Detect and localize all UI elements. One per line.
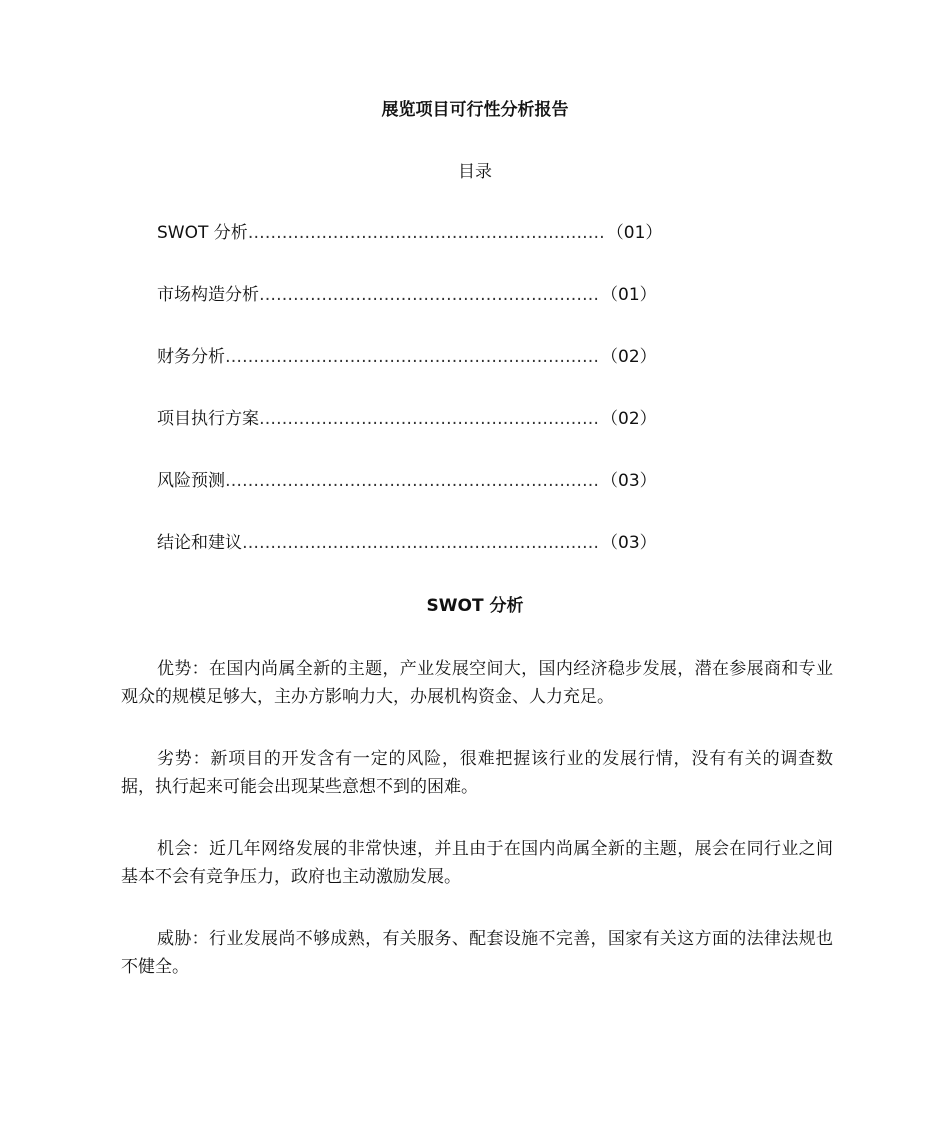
paragraph-weaknesses: 劣势：新项目的开发含有一定的风险，很难把握该行业的发展行情，没有有关的调查数据，执行起来可能会出现某些意想不到的困难。 [121, 749, 833, 797]
toc-leader-dots: ………………………………………………………… [225, 347, 599, 367]
toc-page-number: （02） [601, 409, 657, 429]
toc-entry-label: 结论和建议 [157, 533, 242, 553]
toc-leader-dots: ……………………………………………………… [247, 223, 605, 243]
toc-heading: 目录 [458, 162, 492, 182]
toc-entry-label: SWOT 分析 [157, 223, 248, 243]
toc-page-number: （02） [601, 347, 657, 367]
table-of-contents [157, 219, 663, 591]
toc-page-number: （01） [606, 223, 663, 243]
section-title-swot: SWOT 分析 [426, 596, 524, 616]
document-title: 展览项目可行性分析报告 [381, 100, 569, 120]
toc-page-number: （03） [601, 533, 657, 553]
toc-leader-dots: ……………………………………………………… [242, 533, 599, 553]
toc-entry-financial[interactable] [157, 343, 657, 371]
toc-entry-label: 财务分析 [157, 347, 225, 367]
toc-entry-label: 项目执行方案 [157, 409, 259, 429]
toc-entry-label: 市场构造分析 [157, 285, 259, 305]
toc-leader-dots: ………………………………………………………… [225, 471, 599, 491]
toc-entry-conclusion[interactable] [157, 529, 657, 557]
toc-entry-risk-forecast[interactable] [157, 467, 657, 495]
toc-entry-execution-plan[interactable] [157, 405, 657, 433]
toc-page-number: （03） [601, 471, 657, 491]
toc-leader-dots: …………………………………………………… [259, 285, 599, 305]
toc-entry-label: 风险预测 [157, 471, 225, 491]
toc-page-number: （01） [601, 285, 657, 305]
toc-entry-swot[interactable] [157, 219, 663, 247]
paragraph-threats: 威胁：行业发展尚不够成熟，有关服务、配套设施不完善，国家有关这方面的法律法规也不健全。 [121, 929, 833, 977]
paragraph-opportunities: 机会：近几年网络发展的非常快速，并且由于在国内尚属全新的主题，展会在同行业之间基本不会有竞争压力，政府也主动激励发展。 [121, 839, 833, 887]
paragraph-strengths: 优势：在国内尚属全新的主题，产业发展空间大，国内经济稳步发展，潜在参展商和专业观众的规模足够大，主办方影响力大，办展机构资金、人力充足。 [121, 659, 833, 707]
toc-leader-dots: …………………………………………………… [259, 409, 599, 429]
toc-entry-market-structure[interactable] [157, 281, 657, 309]
swot-paragraphs [121, 655, 833, 1015]
